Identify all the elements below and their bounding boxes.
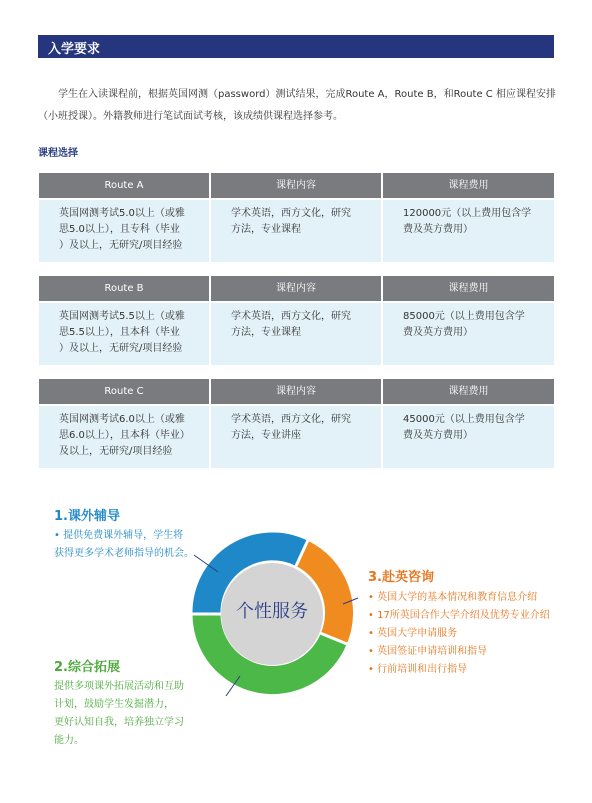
content-cell: 学术英语，西方文化，研究 方法，专业讲座 [211,406,381,468]
fee-header: 课程费用 [383,379,554,404]
block2-title: 2.综合拓展 [54,660,120,675]
list-item: • 17所英国合作大学介绍及优势专业介绍 [368,610,550,621]
requirement-cell: 英国网测考试6.0以上（或雅 思6.0以上），且本科（毕业） 及以上，无研究/项目经验 [39,406,209,468]
route-a-header: Route A [39,173,209,198]
block1-title: 1.课外辅导 [54,509,120,524]
course-select-title: 课程选择 [38,148,78,159]
content-cell: 学术英语，西方文化，研究 方法，专业课程 [211,200,381,262]
fee-cell: 45000元（以上费用包含学 费及英方费用） [383,406,554,468]
intro-paragraph: 学生在入读课程前，根据英国网测（password）测试结果，完成Route A，Route B，和Route C 相应课程安排（小班授课）。外籍教师进行笔试面试考核，该成绩供课程选择参考。 [38,89,556,122]
route-b-header: Route B [39,276,209,301]
list-item: • 英国大学申请服务 [368,628,458,639]
center-label: 个性服务 [236,601,308,622]
requirement-cell: 英国网测考试5.5以上（或雅 思5.5以上），且本科（毕业 ）及以上，无研究/项目经验 [39,303,209,365]
content-cell: 学术英语，西方文化，研究 方法，专业课程 [211,303,381,365]
fee-cell: 85000元（以上费用包含学 费及英方费用） [383,303,554,365]
fee-header: 课程费用 [383,276,554,301]
fee-header: 课程费用 [383,173,554,198]
block3-list [368,589,550,679]
block3-title: 3.赴英咨询 [368,570,434,585]
route-c-header: Route C [39,379,209,404]
block1-text: • 提供免费课外辅导，学生将 获得更多学术老师指导的机会。 [54,530,194,559]
content-header: 课程内容 [211,379,381,404]
requirement-cell: 英国网测考试5.0以上（或雅 思5.0以上），且专科（毕业 ）及以上，无研究/项目经验 [39,200,209,262]
section-title: 入学要求 [48,42,101,57]
list-item: • 英国大学的基本情况和教育信息介绍 [368,592,538,603]
fee-cell: 120000元（以上费用包含学 费及英方费用） [383,200,554,262]
content-header: 课程内容 [211,173,381,198]
list-item: • 行前培训和出行指导 [368,664,468,675]
block2-text: 提供多项课外拓展活动和互助 计划，鼓励学生发掘潜力， 更好认知自我，培养独立学习 能力。 [54,681,184,746]
content-header: 课程内容 [211,276,381,301]
list-item: • 英国签证申请培训和指导 [368,646,488,657]
